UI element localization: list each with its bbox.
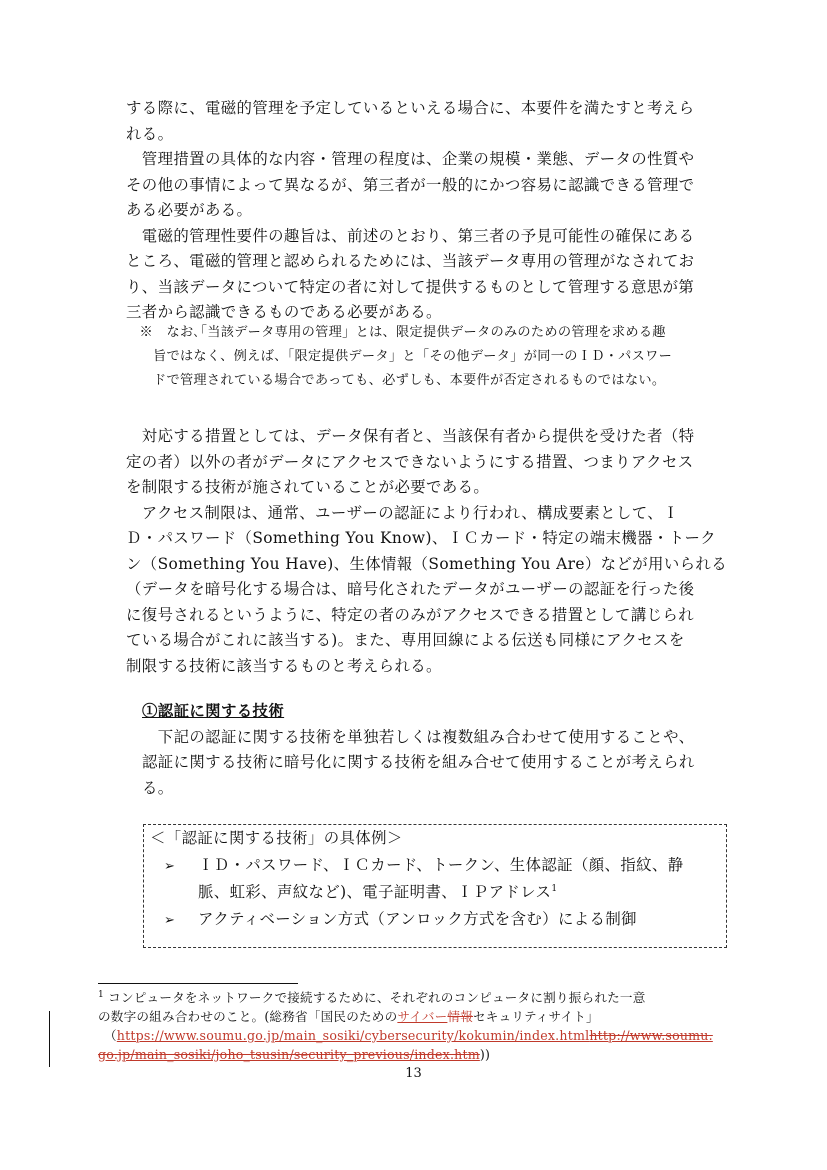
footnote-line1: コンピュータをネットワークで接続するために、それぞれのコンピュータに割り振られた一意 (108, 990, 646, 1005)
footnote-separator (98, 983, 298, 984)
text-line: その他の事情によって異なるが、第三者が一般的にかつ容易に認識できる管理で (126, 175, 695, 194)
examples-box (143, 824, 727, 948)
arrow-bullet-icon: ➢ (164, 859, 176, 874)
body-paragraph-access-control (126, 424, 730, 679)
example-item-2: アクティベーション方式（アンロック方式を含む）による制御 (198, 910, 637, 928)
page-number: 13 (405, 1066, 422, 1081)
text-line: ている場合がこれに該当する)。また、専用回線による伝送も同様にアクセスを (126, 631, 685, 649)
text-line: ン（Something You Have)、生体情報（Something You Are）などが用いられる (126, 554, 727, 573)
text-line: 対応する措置としては、データ保有者と、当該保有者から提供を受けた者（特 (126, 427, 695, 445)
deleted-url-link-continued[interactable]: go.jp/main_sosiki/joho_tsusin/security_previous/index.htm (98, 1047, 480, 1062)
inserted-text: サイバー (397, 1009, 448, 1024)
text-line: （データを暗号化する場合は、暗号化されたデータがユーザーの認証を行った後 (126, 580, 695, 598)
footnote (98, 988, 738, 1064)
footnote-number: 1 (98, 989, 104, 1000)
examples-box-title: ＜「認証に関する技術」の具体例＞ (150, 829, 403, 847)
text-line: ある必要がある。 (126, 201, 253, 219)
revision-change-bar (49, 1011, 50, 1067)
text-line: る。 (142, 778, 174, 797)
text-line: Ｄ・パスワード（Something You Know)、ＩＣカード・特定の端末機器・トーク (126, 529, 717, 547)
text-line: に復号されるというように、特定の者のみがアクセスできる措置として講じられ (126, 605, 695, 624)
text-line: ところ、電磁的管理と認められるためには、当該データ専用の管理がなされてお (126, 252, 695, 270)
example-item-1-line2: 脈、虹彩、声紋など)、電子証明書、ＩＰアドレス (198, 883, 552, 901)
text-line: れる。 (126, 124, 174, 143)
text-line: 下記の認証に関する技術を単独若しくは複数組み合わせて使用することや、 (142, 727, 695, 746)
arrow-bullet-icon: ➢ (164, 913, 176, 928)
deleted-url-link[interactable]: http://www.soumu. (589, 1028, 713, 1043)
text-line: 管理措置の具体的な内容・管理の程度は、企業の規模・業態、データの性質や (126, 150, 695, 168)
paren-open: （ (104, 1028, 117, 1043)
body-paragraph-electronic-management (126, 96, 730, 326)
text-line: 認証に関する技術に暗号化に関する技術を組み合せて使用することが考えられ (142, 753, 695, 771)
section-heading: ①認証に関する技術 (142, 702, 285, 720)
note-block (126, 321, 730, 393)
text-line: 三者から認識できるものである必要がある。 (126, 303, 442, 321)
example-item-1-line1: ＩＤ・パスワード、ＩＣカード、トークン、生体認証（顔、指紋、静 (198, 856, 684, 874)
footnote-line2-suffix: セキュリティサイト」 (473, 1009, 599, 1024)
text-line: 定の者）以外の者がデータにアクセスできないようにする措置、つまりアクセス (126, 452, 694, 471)
inserted-url-link[interactable]: https://www.soumu.go.jp/main_sosiki/cybersecurity/kokumin/index.html (116, 1028, 590, 1043)
deleted-text: 情報 (447, 1009, 474, 1024)
note-line: 旨ではなく、例えば、｢限定提供データ」と「その他データ」が同一のＩＤ・パスワー (126, 349, 673, 364)
text-line: 制限する技術に該当するものと考えられる。 (126, 656, 442, 675)
text-line: を制限する技術が施されていることが必要である。 (126, 478, 490, 496)
footnote-line2-prefix: の数字の組み合わせのこと。(総務省「国民のための (98, 1009, 398, 1024)
text-line: り、当該データについて特定の者に対して提供するものとして管理する意思が第 (126, 277, 695, 296)
text-line: 電磁的管理性要件の趣旨は、前述のとおり、第三者の予見可能性の確保にある (126, 226, 695, 245)
section-authentication (142, 699, 730, 801)
text-line: アクセス制限は、通常、ユーザーの認証により行われ、構成要素として、Ｉ (126, 503, 679, 522)
note-line: ※ なお､｢当該データ専用の管理」とは、限定提供データのみのための管理を求める趣 (126, 325, 666, 340)
text-line: する際に、電磁的管理を予定しているといえる場合に、本要件を満たすと考えら (126, 99, 695, 117)
note-line: ドで管理されている場合であっても、必ずしも、本要件が否定されるものではない。 (126, 373, 666, 388)
footnote-ref[interactable]: 1 (551, 883, 558, 894)
paren-close: )) (479, 1047, 491, 1062)
